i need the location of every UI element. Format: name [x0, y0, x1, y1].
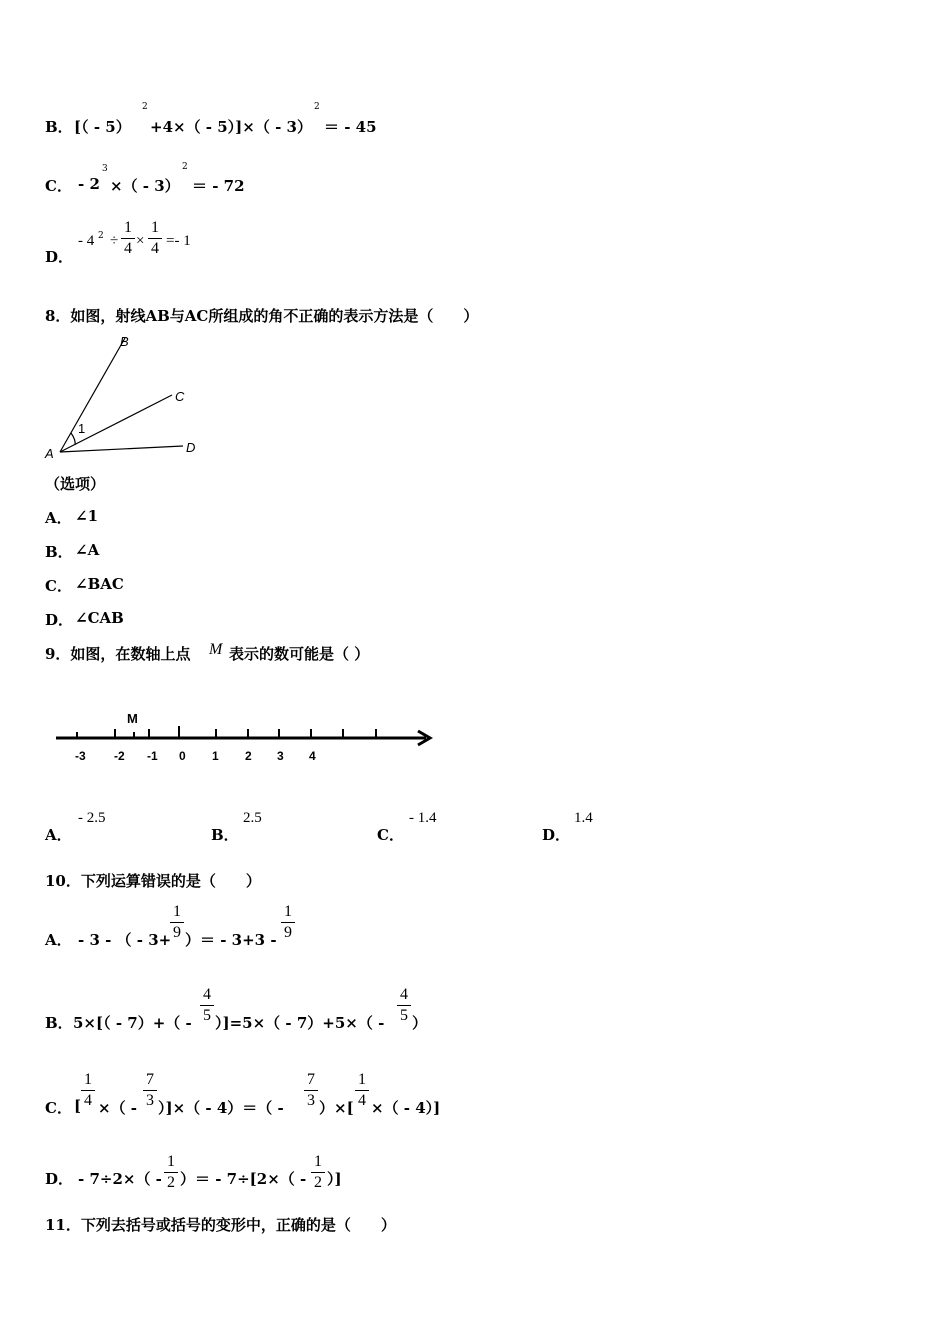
angle-label: 1	[78, 421, 86, 436]
numerator: 1	[173, 903, 181, 920]
q8-angle-figure	[40, 330, 220, 465]
option-label: D．	[45, 1170, 74, 1188]
tick-label: -3	[75, 749, 86, 763]
numerator: 1	[84, 1071, 92, 1088]
tick-label: 3	[277, 749, 284, 763]
option-label: A．	[45, 931, 72, 949]
numerator: 4	[400, 986, 408, 1003]
expr-part: ）＝ - 3+3 -	[185, 931, 277, 949]
q11-stem: 11．下列去括号或括号的变形中，正确的是（ ）	[45, 1216, 396, 1234]
point-label-a: A	[45, 446, 54, 461]
exponent: 3	[102, 164, 108, 174]
expr-part: - 3 - （ - 3+	[78, 931, 172, 949]
fraction	[304, 1071, 318, 1110]
point-m-label: M	[127, 711, 138, 726]
expr-part: - 2	[78, 175, 100, 193]
point-label-c: C	[175, 389, 185, 404]
q8-stem: 8．如图，射线AB与AC所组成的角不正确的表示方法是（ ）	[45, 307, 479, 325]
point-label-d: D	[186, 440, 196, 455]
denominator: 3	[146, 1092, 154, 1109]
option-value: - 2.5	[78, 810, 106, 826]
fraction	[164, 1153, 178, 1192]
numerator: 1	[124, 219, 132, 236]
numerator: 1	[167, 1153, 175, 1170]
option-text: ∠1	[75, 507, 99, 525]
option-label: A．	[45, 509, 72, 527]
exponent: 2	[98, 231, 104, 241]
denominator: 3	[307, 1092, 315, 1109]
expr-part: [	[74, 1097, 82, 1115]
denominator: 9	[173, 924, 181, 941]
tick-label: -1	[147, 749, 158, 763]
expr-part: ×（ - 4）]	[371, 1099, 441, 1117]
expr-part: ＝ - 45	[324, 118, 377, 136]
numerator: 7	[146, 1071, 154, 1088]
fraction	[121, 219, 135, 258]
tick-label: -2	[114, 749, 125, 763]
expr-part: +4×（ - 5）]×（ - 3）	[150, 118, 312, 136]
expr-part: ）＝ - 7÷[2×（ -	[180, 1170, 307, 1188]
stem-text: 9．如图，在数轴上点	[45, 645, 191, 663]
denominator: 9	[284, 924, 292, 941]
expr-part: =- 1	[166, 233, 191, 249]
tick-label: 4	[309, 749, 316, 763]
option-label: B．	[211, 826, 239, 844]
exponent: 2	[314, 102, 320, 112]
option-label: D．	[45, 248, 74, 266]
expr-part: ×（ -	[98, 1099, 138, 1117]
operator: ×	[136, 233, 145, 249]
expr-part: ）×[	[319, 1099, 354, 1117]
denominator: 5	[400, 1007, 408, 1024]
tick-label: 0	[179, 749, 186, 763]
fraction	[81, 1071, 95, 1110]
option-value: 2.5	[243, 810, 262, 826]
option-value: - 1.4	[409, 810, 437, 826]
denominator: 4	[84, 1092, 92, 1109]
option-label: D．	[542, 826, 571, 844]
numerator: 7	[307, 1071, 315, 1088]
expr-part: [（ - 5）	[74, 118, 131, 136]
option-text: ∠A	[75, 541, 100, 559]
numerator: 1	[284, 903, 292, 920]
expr-part: - 7÷2×（ -	[78, 1170, 162, 1188]
denominator: 5	[203, 1007, 211, 1024]
fraction	[170, 903, 184, 942]
denominator: 4	[151, 240, 159, 257]
exponent: 2	[182, 162, 188, 172]
expr-part: ）]×（ - 4）＝（ -	[158, 1099, 284, 1117]
fraction	[281, 903, 295, 942]
operator: ÷	[110, 233, 119, 249]
option-value: 1.4	[574, 810, 593, 826]
numerator: 1	[314, 1153, 322, 1170]
tick-label: 1	[212, 749, 219, 763]
denominator: 2	[314, 1174, 322, 1191]
numerator: 4	[203, 986, 211, 1003]
q9-number-line	[50, 705, 440, 770]
expr-part: - 4	[78, 233, 95, 249]
option-label: C．	[45, 577, 72, 595]
denominator: 4	[124, 240, 132, 257]
fraction	[148, 219, 162, 258]
denominator: 4	[358, 1092, 366, 1109]
numerator: 1	[151, 219, 159, 236]
option-label: C．	[45, 177, 72, 195]
option-text: ∠BAC	[75, 575, 124, 593]
option-label: A．	[45, 826, 72, 844]
point-label-b: B	[120, 334, 129, 349]
fraction	[311, 1153, 325, 1192]
expr-part: ＝ - 72	[192, 177, 245, 195]
stem-text: 表示的数可能是（ ）	[229, 645, 370, 663]
option-label: B．	[45, 118, 73, 136]
option-label: B．	[45, 543, 73, 561]
expr-part: 5×[（ - 7）+（ -	[73, 1014, 192, 1032]
option-label: C．	[45, 1099, 72, 1117]
expr-part: ）	[412, 1014, 428, 1032]
fraction	[397, 986, 411, 1025]
option-label: D．	[45, 611, 74, 629]
fraction	[355, 1071, 369, 1110]
tick-label: 2	[245, 749, 252, 763]
expr-part: ）]=5×（ - 7）+5×（ -	[215, 1014, 385, 1032]
expr-part: ）]	[327, 1170, 342, 1188]
denominator: 2	[167, 1174, 175, 1191]
fraction	[143, 1071, 157, 1110]
fraction	[200, 986, 214, 1025]
numerator: 1	[358, 1071, 366, 1088]
option-label: B．	[45, 1014, 73, 1032]
option-text: ∠CAB	[75, 609, 124, 627]
expr-part: ×（ - 3）	[110, 177, 180, 195]
option-label: C．	[377, 826, 404, 844]
options-title: （选项）	[45, 475, 106, 493]
stem-variable: M	[209, 641, 223, 658]
exponent: 2	[142, 102, 148, 112]
q10-stem: 10．下列运算错误的是（ ）	[45, 872, 261, 890]
